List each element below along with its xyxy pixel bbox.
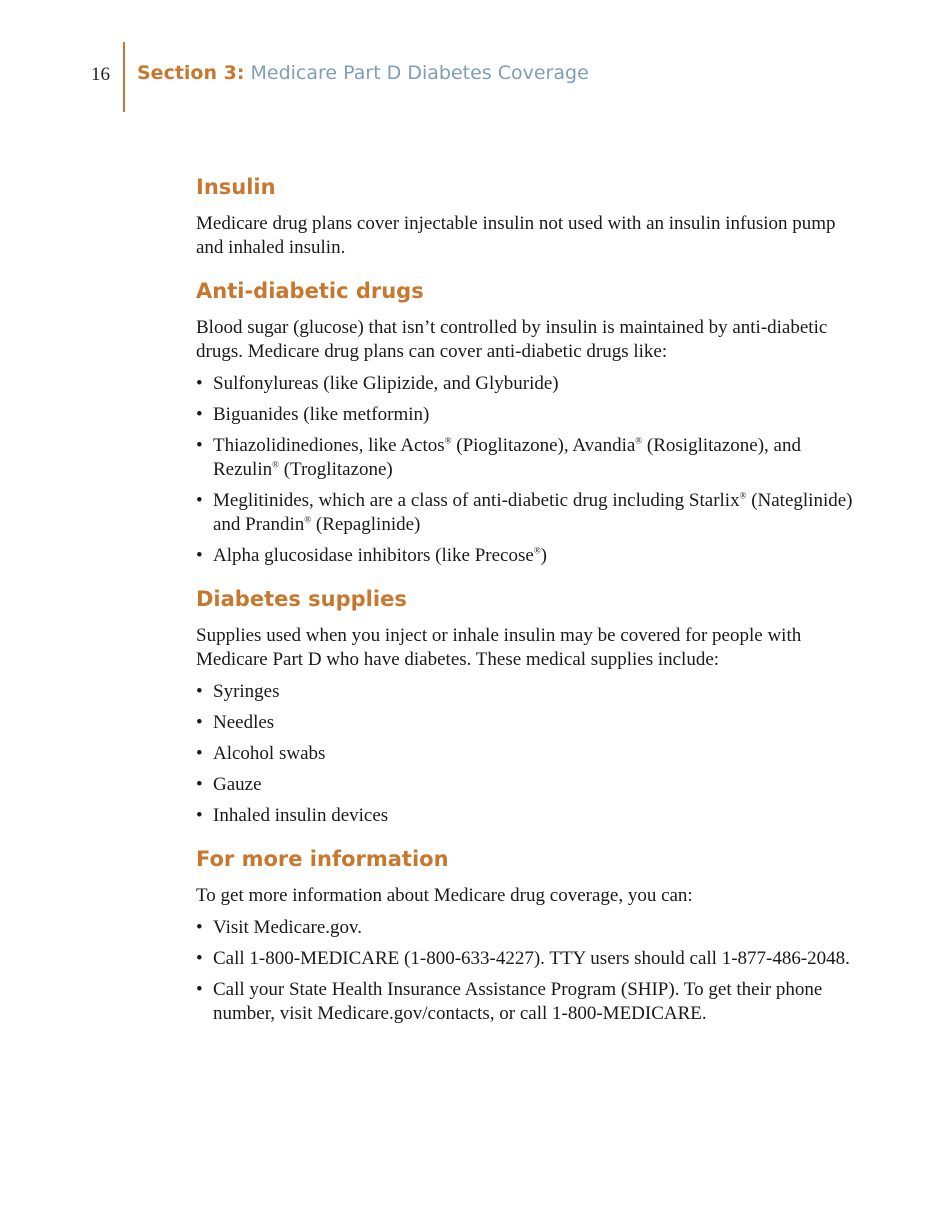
section-title (137, 62, 589, 84)
list-item: • Gauze (196, 774, 262, 795)
list-item: • Call your State Health Insurance Assistance Program (SHIP). To get their phone number, visit Medicare.gov/contacts, or call 1-800-MEDICARE. (196, 979, 823, 1024)
insulin-section (196, 172, 856, 260)
insulin-body: Medicare drug plans cover injectable insulin not used with an insulin infusion pump and inhaled insulin. (196, 213, 836, 258)
list-item: • Thiazolidinediones, like Actos® (Pioglitazone), Avandia® (Rosiglitazone), and Rezulin® (Troglitazone) (196, 435, 801, 480)
bullet-icon: • (196, 490, 203, 511)
list-item: • Visit Medicare.gov. (196, 917, 363, 938)
more-info-body: To get more information about Medicare drug coverage, you can: (196, 885, 693, 906)
bullet-icon: • (196, 404, 203, 425)
more-info-heading: For more information (196, 847, 449, 871)
list-item: • Call 1-800-MEDICARE (1-800-633-4227). TTY users should call 1-877-486-2048. (196, 948, 850, 969)
bullet-icon: • (196, 774, 203, 795)
bullet-icon: • (196, 948, 203, 969)
antidiabetic-section (196, 276, 856, 568)
bullet-icon: • (196, 979, 203, 1000)
list-item: • Needles (196, 712, 275, 733)
page-header (0, 42, 950, 112)
page-content (196, 172, 856, 1042)
supplies-body: Supplies used when you inject or inhale insulin may be covered for people with Medicare Part D who have diabetes. These medical supplies include: (196, 625, 802, 670)
registered-mark: ® (533, 545, 541, 556)
supplies-list (196, 680, 856, 828)
registered-mark: ® (635, 435, 643, 446)
registered-mark: ® (304, 514, 312, 525)
registered-mark: ® (272, 459, 279, 470)
insulin-heading: Insulin (196, 175, 276, 199)
more-info-section (196, 844, 856, 1026)
page-number: 16 (91, 64, 110, 85)
registered-mark: ® (444, 435, 452, 446)
antidiabetic-list (196, 372, 856, 568)
bullet-icon: • (196, 917, 203, 938)
bullet-icon: • (196, 373, 203, 394)
header-divider (123, 42, 125, 112)
more-info-list (196, 916, 856, 1026)
registered-mark: ® (739, 490, 747, 501)
bullet-icon: • (196, 435, 203, 456)
list-item: • Sulfonylureas (like Glipizide, and Glyburide) (196, 373, 559, 394)
bullet-icon: • (196, 805, 203, 826)
supplies-heading: Diabetes supplies (196, 587, 407, 611)
bullet-icon: • (196, 743, 203, 764)
bullet-icon: • (196, 545, 203, 566)
list-item: • Alcohol swabs (196, 743, 326, 764)
antidiabetic-heading: Anti-diabetic drugs (196, 279, 424, 303)
section-name: Medicare Part D Diabetes Coverage (250, 62, 589, 84)
bullet-icon: • (196, 712, 203, 733)
section-label: Section 3: (137, 62, 245, 84)
antidiabetic-body: Blood sugar (glucose) that isn’t controlled by insulin is maintained by anti-diabetic drugs. Medicare drug plans can cover anti-diabetic drugs like: (196, 317, 828, 362)
list-item: • Meglitinides, which are a class of anti-diabetic drug including Starlix® (Nateglinide) and Prandin® (Repaglinide) (196, 490, 853, 535)
supplies-section (196, 584, 856, 828)
list-item: • Inhaled insulin devices (196, 805, 389, 826)
list-item: • Syringes (196, 681, 280, 702)
list-item: • Biguanides (like metformin) (196, 404, 430, 425)
bullet-icon: • (196, 681, 203, 702)
list-item: • Alpha glucosidase inhibitors (like Precose®) (196, 545, 547, 566)
